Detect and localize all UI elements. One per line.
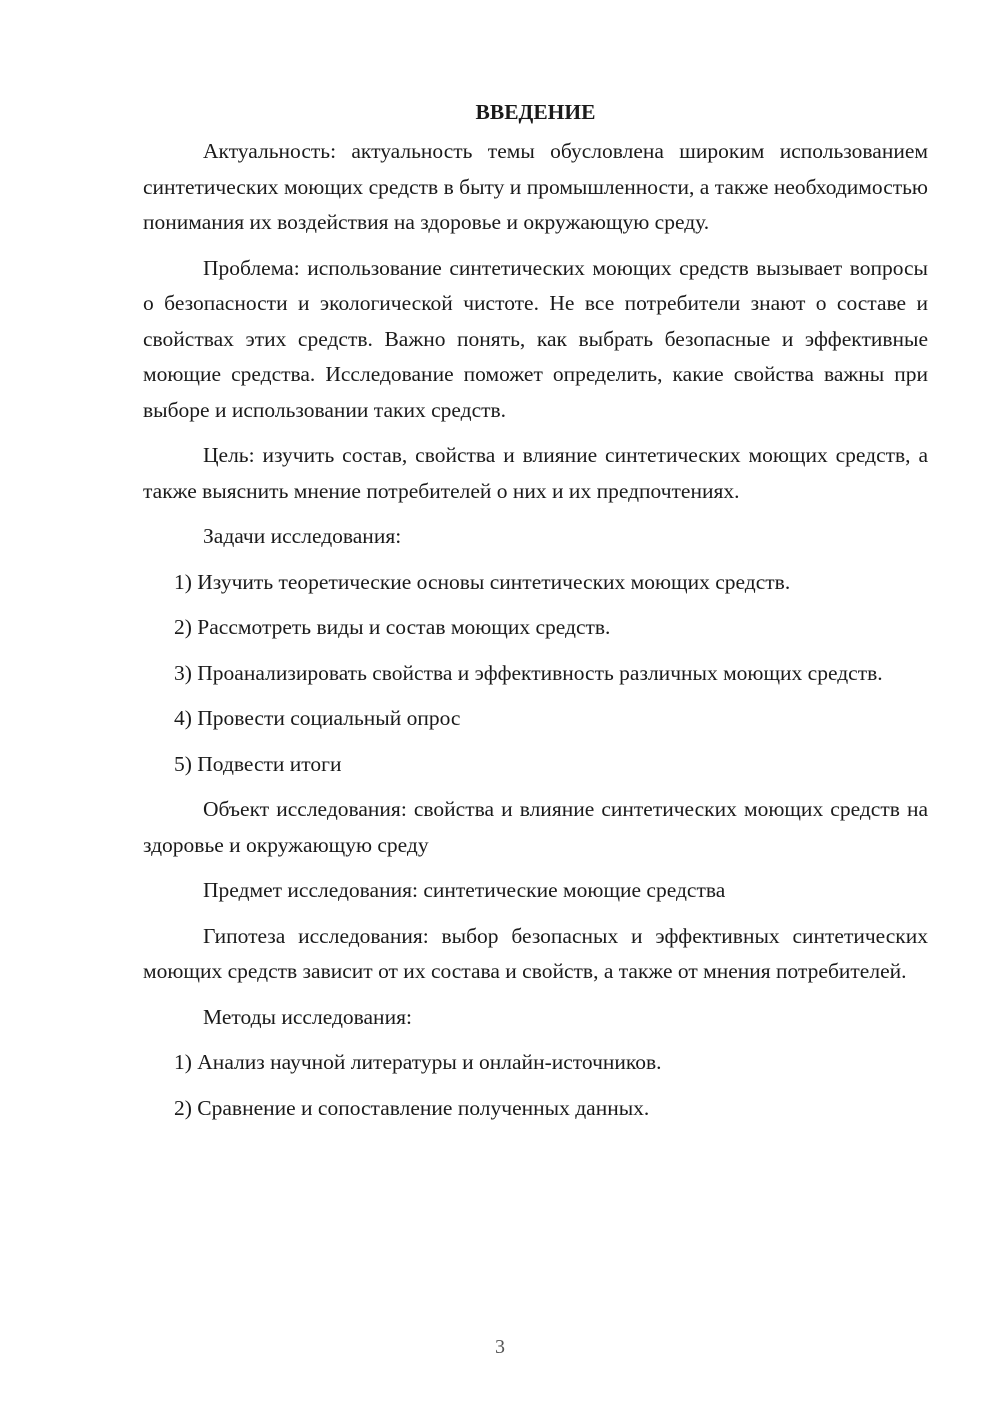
task-item-3: 3) Проанализировать свойства и эффективность различных моющих средств. [174,660,883,685]
methods-heading: Методы исследования: [203,1004,412,1029]
paragraph-actuality: Актуальность: актуальность темы обусловлена широким использованием синтетических моющих средств в быту и промышленности, а также необходимостью понимания их воздействия на здоровье и окружающую среду. [143,139,928,234]
paragraph-object: Объект исследования: свойства и влияние синтетических моющих средств на здоровье и окружающую среду [143,797,928,857]
paragraph-problem: Проблема: использование синтетических моющих средств вызывает вопросы о безопасности и экологической чистоте. Не все потребители знают о составе и свойствах этих средств. Важно понять, как выбрать безопасные и эффективные моющие средства. Исследование поможет определить, какие свойства важны при выборе и использовании таких средств. [143,255,928,422]
paragraph-goal: Цель: изучить состав, свойства и влияние синтетических моющих средств, а также выяснить мнение потребителей о них и их предпочтениях. [143,443,928,503]
section-title: ВВЕДЕНИЕ [475,100,596,124]
paragraph-subject: Предмет исследования: синтетические моющие средства [203,878,726,902]
page-number: 3 [495,1336,505,1358]
method-item-2: 2) Сравнение и сопоставление полученных данных. [174,1095,650,1120]
paragraph-hypothesis: Гипотеза исследования: выбор безопасных и эффективных синтетических моющих средств зависит от их состава и свойств, а также от мнения потребителей. [143,923,928,983]
task-item-1: 1) Изучить теоретические основы синтетических моющих средств. [174,569,791,594]
tasks-heading: Задачи исследования: [203,524,402,548]
task-item-2: 2) Рассмотреть виды и состав моющих средств. [174,615,611,639]
task-item-4: 4) Провести социальный опрос [174,706,461,730]
method-item-1: 1) Анализ научной литературы и онлайн-источников. [174,1050,662,1074]
document-page [143,94,928,1136]
task-item-5: 5) Подвести итоги [174,751,342,776]
